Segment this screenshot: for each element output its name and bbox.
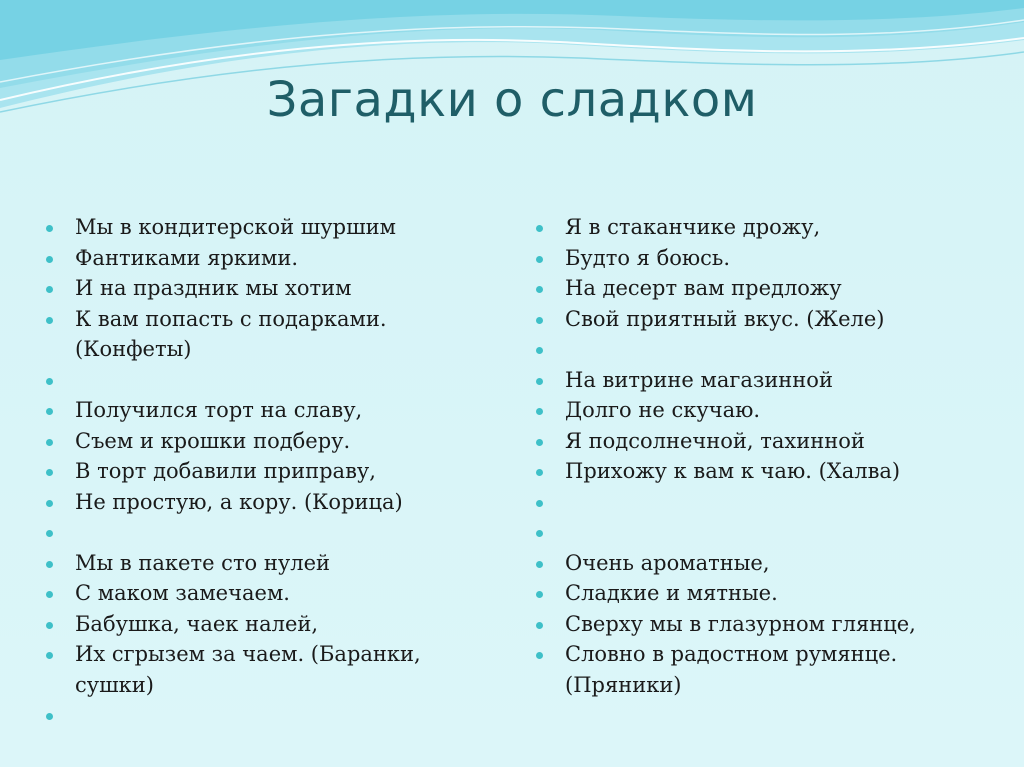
bullet-icon bbox=[536, 530, 543, 537]
list-item-text bbox=[75, 703, 82, 727]
bullet-icon bbox=[536, 408, 543, 415]
list-item-text: На витрине магазинной bbox=[565, 367, 833, 392]
bullet-icon bbox=[46, 591, 53, 598]
list-item-text: Я подсолнечной, тахинной bbox=[565, 428, 865, 453]
bullet-icon bbox=[536, 225, 543, 232]
bullet-icon bbox=[46, 622, 53, 629]
bullet-icon bbox=[536, 591, 543, 598]
bullet-icon bbox=[536, 256, 543, 263]
list-item bbox=[46, 304, 476, 365]
bullet-icon bbox=[46, 225, 53, 232]
list-item bbox=[46, 426, 476, 457]
bullet-icon bbox=[536, 469, 543, 476]
list-item bbox=[46, 578, 476, 609]
list-item bbox=[46, 395, 476, 426]
list-item bbox=[536, 548, 976, 579]
list-item-text: Очень ароматные, bbox=[565, 550, 770, 575]
list-item bbox=[536, 639, 976, 700]
list-item bbox=[536, 487, 976, 518]
bullet-icon bbox=[536, 347, 543, 354]
list-item-text: Будто я боюсь. bbox=[565, 245, 731, 270]
list-item-text bbox=[565, 520, 572, 544]
bullet-icon bbox=[46, 561, 53, 568]
list-item-text bbox=[565, 490, 572, 514]
list-item bbox=[536, 273, 976, 304]
list-item bbox=[536, 334, 976, 365]
list-item bbox=[46, 609, 476, 640]
list-item bbox=[536, 426, 976, 457]
list-item-text bbox=[75, 520, 82, 544]
bullet-icon bbox=[46, 439, 53, 446]
list-item bbox=[46, 243, 476, 274]
list-item-text: Не простую, а кору. (Корица) bbox=[75, 489, 403, 514]
bullet-icon bbox=[46, 317, 53, 324]
list-item bbox=[536, 517, 976, 548]
list-item-text: Получился торт на славу, bbox=[75, 398, 363, 422]
bullet-icon bbox=[46, 378, 53, 385]
list-item-text: Прихожу к вам к чаю. (Халва) bbox=[565, 459, 901, 483]
list-item bbox=[46, 365, 476, 396]
list-item bbox=[46, 212, 476, 243]
list-item-text bbox=[565, 337, 572, 361]
list-item bbox=[536, 243, 976, 274]
bullet-icon bbox=[46, 500, 53, 507]
list-item bbox=[46, 639, 476, 700]
bullet-icon bbox=[46, 286, 53, 293]
list-item-text bbox=[75, 368, 82, 392]
page-title: Загадки о сладком bbox=[266, 72, 758, 128]
list-item-text: Их сгрызем за чаем. (Баранки, сушки) bbox=[75, 642, 421, 697]
bullet-icon bbox=[46, 652, 53, 659]
list-item bbox=[46, 700, 476, 731]
list-item-text: И на праздник мы хотим bbox=[75, 276, 352, 300]
list-item-text: Мы в кондитерской шуршим bbox=[75, 215, 396, 239]
list-item bbox=[46, 456, 476, 487]
bullet-icon bbox=[536, 561, 543, 568]
list-item-text: Съем и крошки подберу. bbox=[75, 428, 351, 453]
bullet-icon bbox=[46, 408, 53, 415]
list-item-text: Свой приятный вкус. (Желе) bbox=[565, 306, 885, 331]
riddles-left-column bbox=[46, 212, 476, 731]
list-item-text: Я в стаканчике дрожу, bbox=[565, 215, 821, 239]
list-item-text: С маком замечаем. bbox=[75, 581, 290, 605]
list-item-text: Сверху мы в глазурном глянце, bbox=[565, 611, 916, 636]
bullet-icon bbox=[46, 256, 53, 263]
list-item bbox=[536, 578, 976, 609]
bullet-icon bbox=[536, 622, 543, 629]
list-item bbox=[536, 456, 976, 487]
list-item bbox=[46, 517, 476, 548]
list-item bbox=[536, 365, 976, 396]
list-item-text: Фантиками яркими. bbox=[75, 245, 299, 270]
list-item-text: Мы в пакете сто нулей bbox=[75, 550, 330, 575]
list-item bbox=[46, 487, 476, 518]
list-item-text: На десерт вам предложу bbox=[565, 276, 842, 300]
list-item-text: В торт добавили приправу, bbox=[75, 459, 376, 483]
list-item-text: К вам попасть с подарками. (Конфеты) bbox=[75, 306, 387, 361]
list-item-text: Сладкие и мятные. bbox=[565, 581, 778, 605]
bullet-icon bbox=[46, 469, 53, 476]
bullet-icon bbox=[536, 286, 543, 293]
bullet-icon bbox=[46, 713, 53, 720]
riddles-right-column bbox=[536, 212, 976, 700]
bullet-icon bbox=[536, 378, 543, 385]
bullet-icon bbox=[536, 500, 543, 507]
bullet-icon bbox=[536, 439, 543, 446]
bullet-icon bbox=[536, 652, 543, 659]
bullet-icon bbox=[46, 530, 53, 537]
list-item bbox=[536, 609, 976, 640]
list-item bbox=[536, 395, 976, 426]
list-item bbox=[536, 304, 976, 335]
bullet-icon bbox=[536, 317, 543, 324]
list-item-text: Бабушка, чаек налей, bbox=[75, 611, 319, 636]
list-item bbox=[46, 273, 476, 304]
list-item-text: Долго не скучаю. bbox=[565, 398, 761, 422]
list-item bbox=[46, 548, 476, 579]
list-item-text: Словно в радостном румянце. (Пряники) bbox=[565, 642, 898, 697]
list-item bbox=[536, 212, 976, 243]
